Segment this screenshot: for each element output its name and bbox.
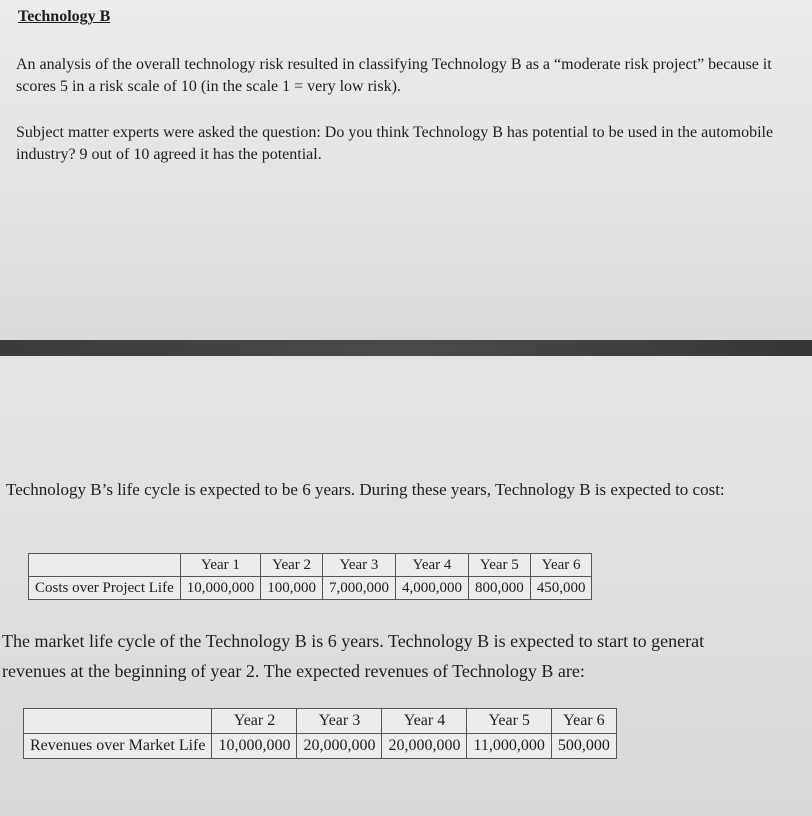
page-divider <box>0 340 812 356</box>
lifecycle-paragraph: Technology B’s life cycle is expected to be 6 years. During these years, Technology B is expected to cost: <box>6 480 725 499</box>
costs-value-year-1: 10,000,000 <box>180 577 261 600</box>
revenues-table-row <box>24 734 617 759</box>
experts-paragraph: Subject matter experts were asked the question: Do you think Technology B has potential to be used in the automobile industry? 9 out of 10 agreed it has the potential. <box>16 124 774 163</box>
costs-row-label: Costs over Project Life <box>29 577 181 600</box>
costs-header-year-5: Year 5 <box>468 554 530 577</box>
revenues-table-corner <box>24 709 212 734</box>
revenues-value-year-2: 10,000,000 <box>212 734 297 759</box>
costs-table-corner <box>29 554 181 577</box>
revenues-table <box>23 708 617 759</box>
costs-value-year-5: 800,000 <box>468 577 530 600</box>
revenues-value-year-6: 500,000 <box>551 734 616 759</box>
costs-header-year-6: Year 6 <box>530 554 592 577</box>
revenues-value-year-5: 11,000,000 <box>467 734 551 759</box>
document-page-top <box>0 0 812 340</box>
revenues-header-year-2: Year 2 <box>212 709 297 734</box>
risk-paragraph: An analysis of the overall technology risk resulted in classifying Technology B as a “moderate risk project” because it scores 5 in a risk scale of 10 (in the scale 1 = very low risk). <box>16 56 772 95</box>
costs-table <box>28 553 592 600</box>
costs-header-year-1: Year 1 <box>180 554 261 577</box>
revenues-header-year-4: Year 4 <box>382 709 467 734</box>
revenues-header-year-5: Year 5 <box>467 709 551 734</box>
costs-value-year-6: 450,000 <box>530 577 592 600</box>
costs-header-year-4: Year 4 <box>395 554 468 577</box>
costs-value-year-3: 7,000,000 <box>322 577 395 600</box>
costs-value-year-4: 4,000,000 <box>395 577 468 600</box>
revenues-table-header-row <box>24 709 617 734</box>
revenues-header-year-6: Year 6 <box>551 709 616 734</box>
revenues-row-label: Revenues over Market Life <box>24 734 212 759</box>
market-paragraph-line-1: The market life cycle of the Technology B is 6 years. Technology B is expected to start to generat <box>2 631 705 651</box>
costs-header-year-3: Year 3 <box>322 554 395 577</box>
revenues-value-year-4: 20,000,000 <box>382 734 467 759</box>
market-paragraph <box>2 626 810 686</box>
costs-table-row <box>29 577 592 600</box>
revenues-header-year-3: Year 3 <box>297 709 382 734</box>
costs-header-year-2: Year 2 <box>261 554 323 577</box>
market-paragraph-line-2: revenues at the beginning of year 2. The expected revenues of Technology B are: <box>2 661 585 681</box>
revenues-value-year-3: 20,000,000 <box>297 734 382 759</box>
section-heading: Technology B <box>18 8 111 25</box>
costs-value-year-2: 100,000 <box>261 577 323 600</box>
costs-table-header-row <box>29 554 592 577</box>
